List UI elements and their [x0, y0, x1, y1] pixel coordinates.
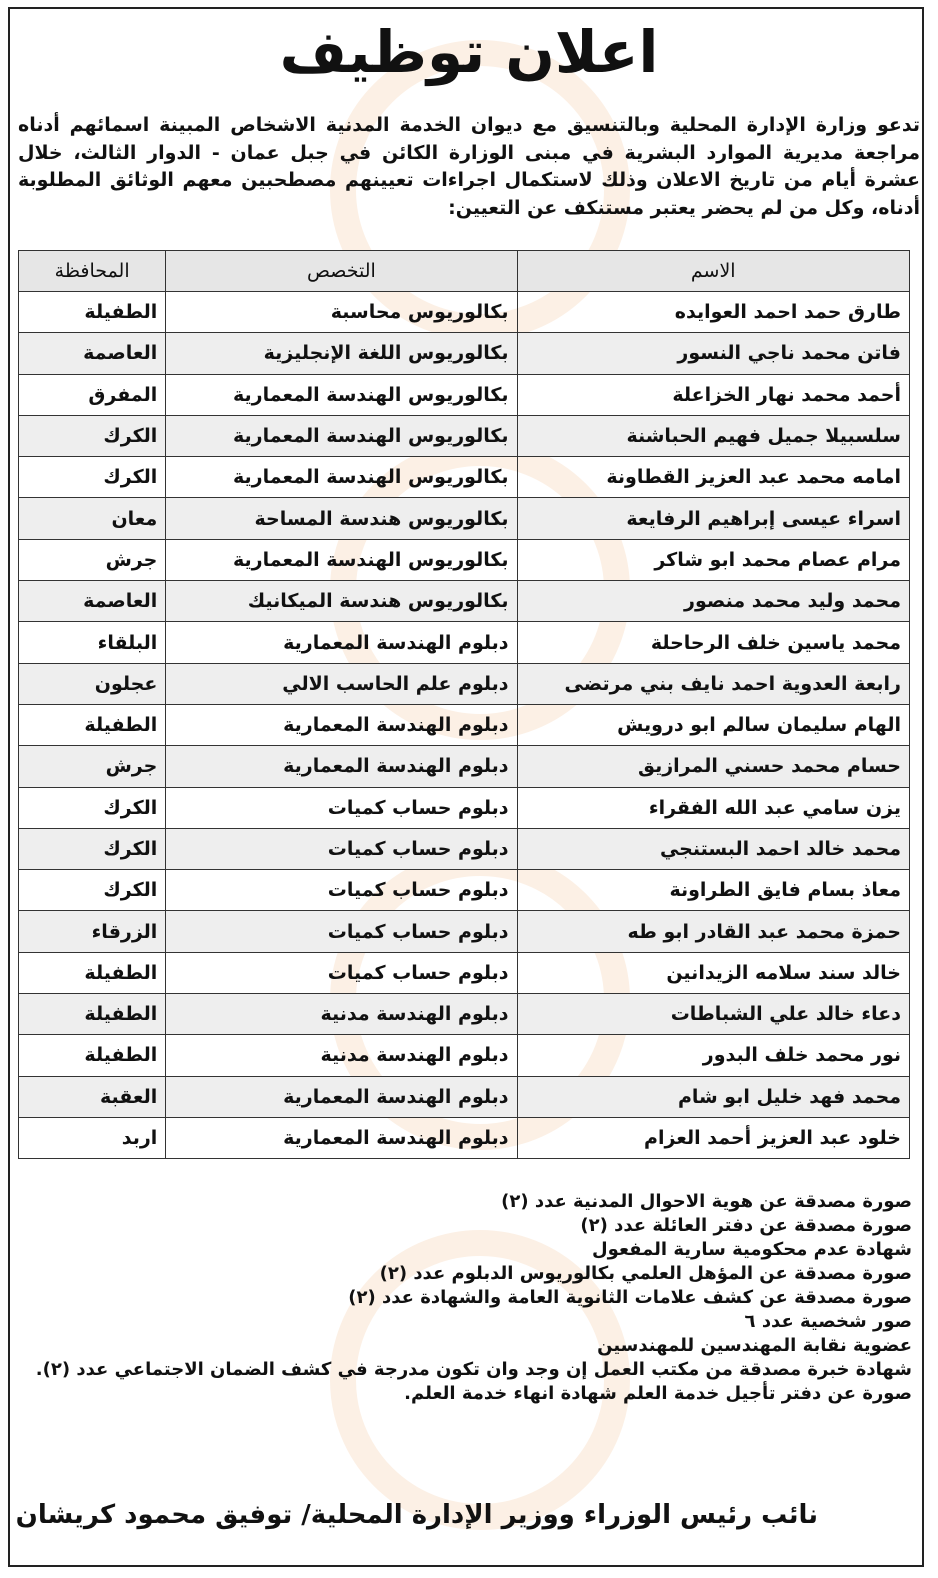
- specialization-cell: بكالوريوس الهندسة المعمارية: [166, 457, 517, 498]
- specialization-cell: دبلوم حساب كميات: [166, 828, 517, 869]
- document-item: صور شخصية عدد ٦: [744, 1311, 912, 1332]
- table-row: [19, 952, 910, 993]
- specialization-cell: بكالوريوس الهندسة المعمارية: [166, 374, 517, 415]
- document-item: صورة عن دفتر تأجيل خدمة العلم شهادة انهاء خدمة العلم.: [404, 1383, 912, 1404]
- governorate-cell: المفرق: [19, 374, 166, 415]
- governorate-cell: الطفيلة: [19, 704, 166, 745]
- name-cell: مرام عصام محمد ابو شاكر: [517, 539, 909, 580]
- name-cell: رابعة العدوية احمد نايف بني مرتضى: [517, 663, 909, 704]
- governorate-cell: الطفيلة: [19, 292, 166, 333]
- name-cell: امامه محمد عبد العزيز القطاونة: [517, 457, 909, 498]
- name-cell: فاتن محمد ناجي النسور: [517, 333, 909, 374]
- governorate-cell: الزرقاء: [19, 911, 166, 952]
- name-cell: محمد ياسين خلف الرحاحلة: [517, 622, 909, 663]
- specialization-cell: بكالوريوس هندسة الميكانيك: [166, 581, 517, 622]
- table-row: [19, 457, 910, 498]
- table-row: [19, 1117, 910, 1158]
- table-row: [19, 704, 910, 745]
- document-item: صورة مصدقة عن المؤهل العلمي بكالوريوس الدبلوم عدد (٢): [379, 1263, 912, 1284]
- name-cell: طارق حمد احمد العوايده: [517, 292, 909, 333]
- table-row: [19, 622, 910, 663]
- specialization-cell: دبلوم الهندسة مدنية: [166, 1035, 517, 1076]
- document-item: صورة مصدقة عن دفتر العائلة عدد (٢): [580, 1215, 912, 1236]
- governorate-cell: العاصمة: [19, 581, 166, 622]
- specialization-cell: دبلوم الهندسة المعمارية: [166, 746, 517, 787]
- governorate-cell: الطفيلة: [19, 952, 166, 993]
- governorate-cell: الكرك: [19, 415, 166, 456]
- name-cell: معاذ بسام فايق الطراونة: [517, 870, 909, 911]
- name-cell: محمد فهد خليل ابو شام: [517, 1076, 909, 1117]
- table-row: [19, 828, 910, 869]
- name-cell: حمزة محمد عبد القادر ابو طه: [517, 911, 909, 952]
- specialization-cell: بكالوريوس محاسبة: [166, 292, 517, 333]
- governorate-cell: البلقاء: [19, 622, 166, 663]
- name-cell: يزن سامي عبد الله الفقراء: [517, 787, 909, 828]
- name-cell: خلود عبد العزيز أحمد العزام: [517, 1117, 909, 1158]
- table-row: [19, 581, 910, 622]
- table-row: [19, 1035, 910, 1076]
- document-item: شهادة عدم محكومية سارية المفعول: [592, 1239, 912, 1260]
- governorate-cell: جرش: [19, 746, 166, 787]
- document-item: عضوية نقابة المهندسين للمهندسين: [597, 1335, 912, 1356]
- governorate-cell: الكرك: [19, 457, 166, 498]
- name-cell: دعاء خالد علي الشباطات: [517, 994, 909, 1035]
- specialization-cell: بكالوريوس هندسة المساحة: [166, 498, 517, 539]
- header-governorate: المحافظة: [19, 251, 166, 292]
- governorate-cell: العاصمة: [19, 333, 166, 374]
- specialization-cell: بكالوريوس اللغة الإنجليزية: [166, 333, 517, 374]
- table-row: [19, 746, 910, 787]
- table-row: [19, 1076, 910, 1117]
- candidates-table: [18, 250, 910, 1159]
- specialization-cell: دبلوم الهندسة المعمارية: [166, 622, 517, 663]
- governorate-cell: الطفيلة: [19, 994, 166, 1035]
- governorate-cell: العقبة: [19, 1076, 166, 1117]
- name-cell: سلسبيلا جميل فهيم الحباشنة: [517, 415, 909, 456]
- name-cell: خالد سند سلامه الزيدانين: [517, 952, 909, 993]
- name-cell: أحمد محمد نهار الخزاعلة: [517, 374, 909, 415]
- name-cell: حسام محمد حسني المرازيق: [517, 746, 909, 787]
- specialization-cell: دبلوم حساب كميات: [166, 911, 517, 952]
- table-row: [19, 663, 910, 704]
- name-cell: نور محمد خلف البدور: [517, 1035, 909, 1076]
- name-cell: محمد وليد محمد منصور: [517, 581, 909, 622]
- governorate-cell: معان: [19, 498, 166, 539]
- table-row: [19, 539, 910, 580]
- document-item: صورة مصدقة عن كشف علامات الثانوية العامة والشهادة عدد (٢): [348, 1287, 912, 1308]
- specialization-cell: دبلوم الهندسة المعمارية: [166, 1076, 517, 1117]
- governorate-cell: عجلون: [19, 663, 166, 704]
- governorate-cell: اربد: [19, 1117, 166, 1158]
- name-cell: اسراء عيسى إبراهيم الرفايعة: [517, 498, 909, 539]
- name-cell: الهام سليمان سالم ابو درويش: [517, 704, 909, 745]
- specialization-cell: دبلوم علم الحاسب الالي: [166, 663, 517, 704]
- table-row: [19, 415, 910, 456]
- signature: نائب رئيس الوزراء ووزير الإدارة المحلية/ توفيق محمود كريشان: [15, 1500, 818, 1530]
- table-row: [19, 374, 910, 415]
- intro-paragraph: تدعو وزارة الإدارة المحلية وبالتنسيق مع ديوان الخدمة المدنية الاشخاص المبينة اسمائهم أدناه مراجعة مديرية الموارد البشرية في مبنى الوزارة الكائن في جبل عمان - الدوار الثالث، خلال عشرة أيام من تاريخ الاعلان وذلك لاستكمال اجراءات تعيينهم مصطحبين معهم الوثائق المطلوبة أدناه، وكل من لم يحضر يعتبر مستنكف عن التعيين:: [18, 114, 920, 219]
- governorate-cell: جرش: [19, 539, 166, 580]
- specialization-cell: دبلوم الهندسة المعمارية: [166, 704, 517, 745]
- specialization-cell: دبلوم حساب كميات: [166, 870, 517, 911]
- table-row: [19, 333, 910, 374]
- specialization-cell: دبلوم حساب كميات: [166, 952, 517, 993]
- specialization-cell: دبلوم الهندسة مدنية: [166, 994, 517, 1035]
- governorate-cell: الطفيلة: [19, 1035, 166, 1076]
- table-row: [19, 994, 910, 1035]
- table-row: [19, 498, 910, 539]
- document-item: صورة مصدقة عن هوية الاحوال المدنية عدد (٢): [501, 1191, 912, 1212]
- table-row: [19, 292, 910, 333]
- header-name: الاسم: [517, 251, 909, 292]
- governorate-cell: الكرك: [19, 787, 166, 828]
- table-row: [19, 870, 910, 911]
- governorate-cell: الكرك: [19, 870, 166, 911]
- specialization-cell: دبلوم الهندسة المعمارية: [166, 1117, 517, 1158]
- document-item: شهادة خبرة مصدقة من مكتب العمل إن وجد وان تكون مدرجة في كشف الضمان الاجتماعي عدد (٢).: [35, 1359, 912, 1380]
- name-cell: محمد خالد احمد البستنجي: [517, 828, 909, 869]
- required-documents-list: [18, 1190, 912, 1406]
- page-title: اعلان توظيف: [279, 18, 659, 86]
- header-specialization: التخصص: [166, 251, 517, 292]
- specialization-cell: دبلوم حساب كميات: [166, 787, 517, 828]
- table-row: [19, 787, 910, 828]
- table-header-row: [19, 251, 910, 292]
- specialization-cell: بكالوريوس الهندسة المعمارية: [166, 539, 517, 580]
- table-row: [19, 911, 910, 952]
- governorate-cell: الكرك: [19, 828, 166, 869]
- specialization-cell: بكالوريوس الهندسة المعمارية: [166, 415, 517, 456]
